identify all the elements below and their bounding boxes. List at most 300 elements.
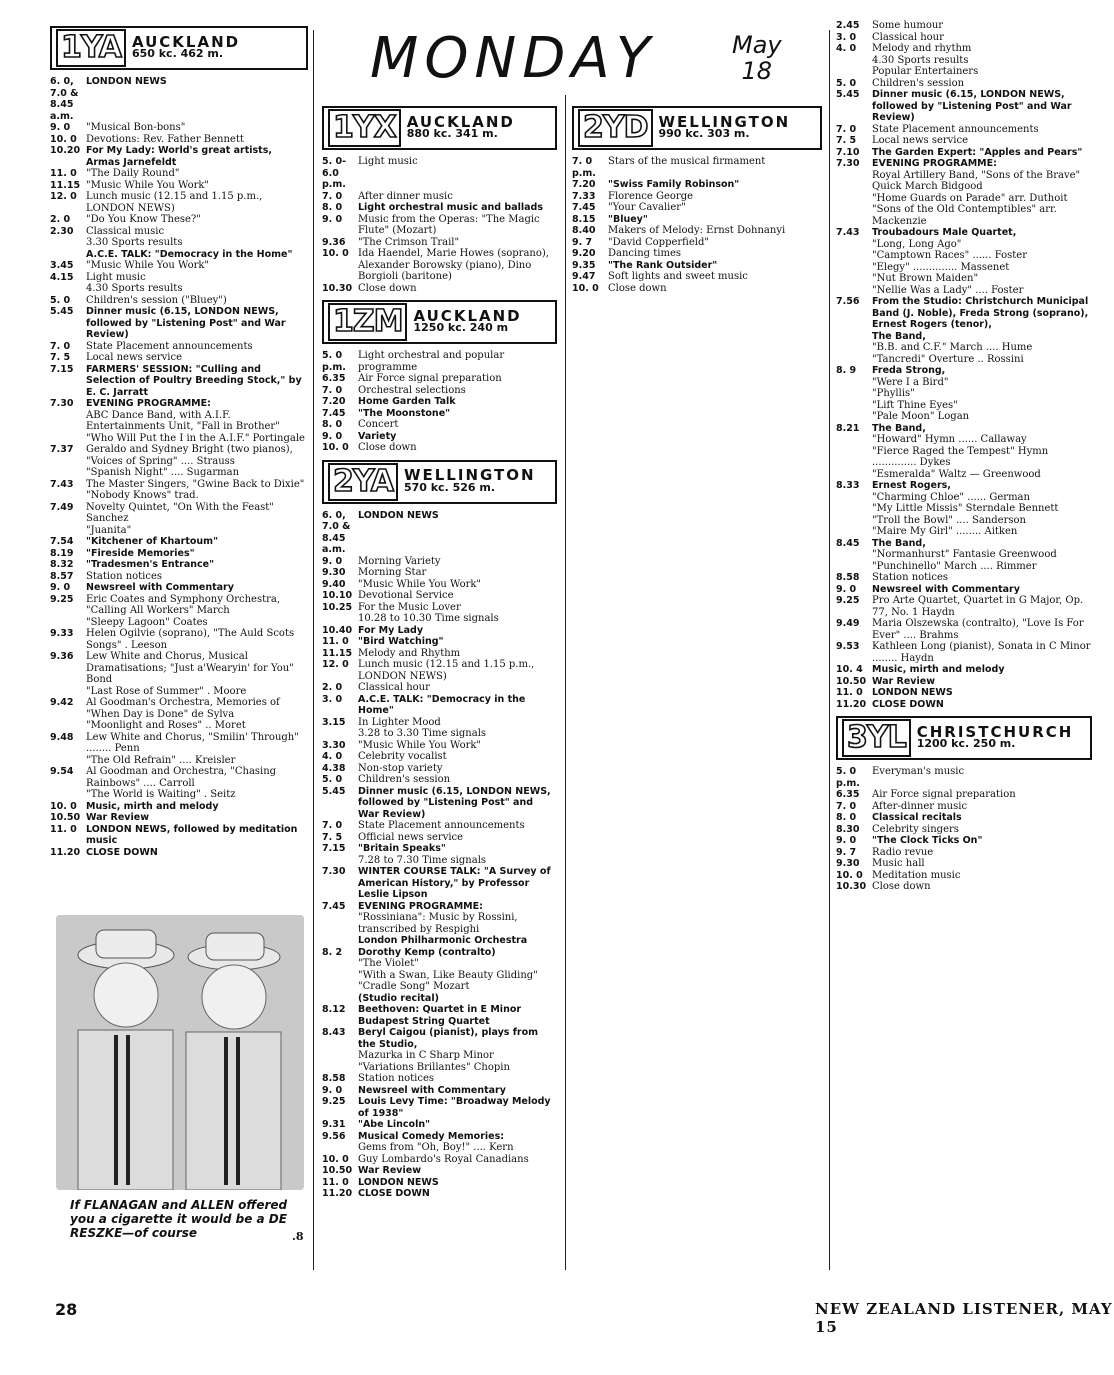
programme-entry xyxy=(836,66,1092,78)
entry-description: Lew White and Chorus, Musical Dramatisations; "Just a'Wearyin' for You" Bond xyxy=(86,651,294,685)
programme-entry xyxy=(322,202,557,214)
entry-time: 7. 0 xyxy=(322,820,343,831)
entry-time xyxy=(836,66,872,78)
entry-description: ABC Dance Band, with A.I.F. Entertainments Unit, "Fall in Brother" xyxy=(86,409,280,432)
entry-time: 9. 0 xyxy=(322,213,343,225)
entry-description: "Musical Bon-bons" xyxy=(86,122,186,133)
entry-description: Station notices xyxy=(872,572,949,583)
programme-entry xyxy=(836,296,1092,331)
programme-entry xyxy=(836,411,1092,423)
entry-description: Maria Olszewska (contralto), "Love Is For Ever" .... Brahms xyxy=(872,618,1084,641)
entry-time: 10. 4 xyxy=(836,664,863,675)
programme-entry xyxy=(572,156,822,179)
entry-description: From the Studio: Christchurch Municipal Band (J. Noble), Freda Strong (soprano), Ernest Rogers (tenor), xyxy=(872,296,1089,330)
entry-time: 8. 0 xyxy=(322,202,343,213)
entry-time xyxy=(836,446,872,469)
entry-time: 11. 0 xyxy=(322,636,349,647)
programme-entry xyxy=(322,431,557,443)
programme-entry xyxy=(50,571,308,583)
entry-description: "Do You Know These?" xyxy=(86,214,201,225)
entry-time: 5. 0 xyxy=(50,294,71,306)
entry-time xyxy=(322,912,358,935)
entry-time: 8.30 xyxy=(836,823,860,835)
entry-description: The Master Singers, "Gwine Back to Dixie" xyxy=(86,478,305,490)
station-place: AUCKLAND xyxy=(406,112,515,131)
entry-description: Light orchestral and popular programme xyxy=(358,350,505,373)
entry-time xyxy=(50,467,86,479)
entry-time: 8.32 xyxy=(50,559,74,570)
entry-time: 10.50 xyxy=(50,812,81,823)
entry-time: 5. 0 xyxy=(836,77,857,89)
entry-description: (Studio recital) xyxy=(358,992,439,1004)
programme-entry xyxy=(836,572,1092,584)
entry-time: 9. 0 xyxy=(50,582,71,593)
entry-description: "Last Rose of Summer" . Moore xyxy=(86,685,247,697)
entry-description: Ida Haendel, Marie Howes (soprano), Alexander Borowsky (piano), Dino Borgioli (baritone) xyxy=(358,248,549,282)
programme-entry xyxy=(322,682,557,694)
programme-entry xyxy=(836,239,1092,251)
programme-entry xyxy=(322,763,557,775)
entry-description: Non-stop variety xyxy=(358,762,443,774)
programme-entry xyxy=(322,1096,557,1119)
programme-entry xyxy=(322,237,557,249)
entry-time: 12. 0 xyxy=(50,191,77,202)
entry-time xyxy=(836,469,872,481)
entry-description: Newsreel with Commentary xyxy=(872,583,1020,595)
programme-entry xyxy=(50,617,308,629)
programme-entry xyxy=(836,641,1092,664)
entry-time xyxy=(322,1050,358,1062)
entry-description: Louis Levy Time: "Broadway Melody of 1938" xyxy=(358,1096,551,1119)
entry-time: 9.36 xyxy=(322,236,346,248)
programme-entry xyxy=(50,444,308,467)
programme-entry xyxy=(836,858,1092,870)
entry-description: War Review xyxy=(86,812,149,823)
entry-description: Variety xyxy=(358,430,397,442)
programme-entry xyxy=(836,20,1092,32)
programme-entry xyxy=(836,699,1092,711)
entry-description: Light music xyxy=(358,156,418,167)
entry-description: LONDON NEWS xyxy=(86,76,167,87)
entry-description: "The Clock Ticks On" xyxy=(872,835,983,846)
entry-description: Music from the Operas: "The Magic Flute" (Mozart) xyxy=(358,213,540,236)
entry-time: 7.15 xyxy=(322,843,346,854)
programme-entry xyxy=(322,350,557,373)
entry-description: Close down xyxy=(608,282,667,294)
entry-time: 2. 0 xyxy=(50,214,71,225)
programme-entry xyxy=(836,561,1092,573)
station-place: WELLINGTON xyxy=(403,466,536,484)
entry-time xyxy=(836,354,872,366)
programme-entry xyxy=(50,812,308,824)
programme-entry xyxy=(322,1050,557,1062)
programme-entry xyxy=(572,214,822,226)
entry-time: 9.30 xyxy=(322,567,346,578)
programme-entry xyxy=(322,408,557,420)
entry-description: "Nut Brown Maiden" xyxy=(872,273,979,284)
entry-description: "The World is Waiting" . Seitz xyxy=(86,789,236,800)
programme-entry xyxy=(50,76,308,122)
entry-time: 11.20 xyxy=(322,1188,353,1199)
column-4 xyxy=(836,20,1092,893)
entry-description: Air Force signal preparation xyxy=(358,373,502,384)
programme-entry xyxy=(836,676,1092,688)
entry-description: Novelty Quintet, "On With the Feast" Sanchez xyxy=(86,501,274,524)
programme-entry xyxy=(50,134,308,146)
entry-description: "Tancredi" Overture .. Rossini xyxy=(872,353,1024,365)
entry-time: 7.43 xyxy=(50,478,74,490)
entry-description: Beryl Caigou (pianist), plays from the Studio, xyxy=(358,1027,539,1050)
entry-description: Kathleen Long (pianist), Sonata in C Minor ........ Haydn xyxy=(872,641,1091,664)
entry-time xyxy=(50,525,86,537)
entry-description: The Band, xyxy=(872,330,926,342)
programme-entry xyxy=(322,373,557,385)
entry-time: 2.45 xyxy=(836,20,860,31)
programme-entry xyxy=(322,993,557,1005)
station-place: WELLINGTON xyxy=(658,112,791,131)
entry-description: "Punchinello" March .... Rimmer xyxy=(872,560,1037,572)
entry-time: 10. 0 xyxy=(50,800,77,812)
programme-entry xyxy=(322,659,557,682)
entry-time xyxy=(50,720,86,732)
entry-description: Morning Star xyxy=(358,567,427,578)
programme-entry xyxy=(836,515,1092,527)
entry-time: 7.45 xyxy=(322,407,346,419)
entry-description: Music hall xyxy=(872,858,925,869)
programme-entry xyxy=(322,625,557,637)
entry-description: "Juanita" xyxy=(86,524,132,536)
entry-time: 9.25 xyxy=(836,595,860,606)
programme-entry xyxy=(836,32,1092,44)
programme-entry xyxy=(50,697,308,720)
entry-time: 4.15 xyxy=(50,271,74,283)
programme-entry xyxy=(836,812,1092,824)
entry-description: Everyman's music xyxy=(872,766,965,777)
programme-entry xyxy=(50,720,308,732)
entry-time: 9. 0 xyxy=(50,122,71,133)
entry-description: Classical music xyxy=(86,225,165,237)
entry-description: "Troll the Bowl" .... Sanderson xyxy=(872,514,1026,526)
entry-description: Children's session xyxy=(872,77,965,89)
entry-time: 8.43 xyxy=(322,1027,346,1038)
entry-description: Celebrity vocalist xyxy=(358,751,447,762)
programme-list-3yl xyxy=(836,766,1092,893)
programme-entry xyxy=(836,158,1092,170)
programme-entry xyxy=(572,237,822,249)
entry-time xyxy=(836,515,872,527)
programme-entry xyxy=(836,55,1092,67)
programme-list-1ya xyxy=(50,76,308,858)
entry-time xyxy=(50,617,86,629)
programme-entry xyxy=(322,694,557,717)
programme-entry xyxy=(836,250,1092,262)
entry-description: Lew White and Chorus, "Smilin' Through" ........ Penn xyxy=(86,731,299,754)
entry-time: 5.45 xyxy=(50,306,74,317)
entry-description: 3.30 Sports results xyxy=(86,237,183,248)
column-rule xyxy=(565,95,566,1270)
entry-description: Guy Lombardo's Royal Canadians xyxy=(358,1153,529,1165)
entry-description: Children's session ("Bluey") xyxy=(86,294,227,306)
entry-time: 9.53 xyxy=(836,641,860,652)
entry-description: Some humour xyxy=(872,20,944,31)
entry-description: The Band, xyxy=(872,537,926,549)
entry-time: 6.35 xyxy=(836,789,860,800)
entry-description: Dinner music (6.15, LONDON NEWS, followed by "Listening Post" and War Review) xyxy=(872,89,1072,123)
entry-time: 7. 0 p.m. xyxy=(572,156,596,179)
entry-description: A.C.E. TALK: "Democracy in the Home" xyxy=(358,693,526,716)
entry-time: 8.40 xyxy=(572,225,596,236)
entry-description: Home Garden Talk xyxy=(358,396,456,407)
programme-entry xyxy=(50,559,308,571)
entry-description: "Cradle Song" Mozart xyxy=(358,981,470,992)
entry-description: LONDON NEWS xyxy=(358,509,439,521)
entry-description: "Tradesmen's Entrance" xyxy=(86,559,215,570)
entry-description: "David Copperfield" xyxy=(608,236,709,248)
programme-entry xyxy=(50,824,308,847)
entry-description: "Normanhurst" Fantasie Greenwood xyxy=(872,549,1057,560)
entry-description: "Fierce Raged the Tempest" Hymn .............. Dykes xyxy=(872,445,1049,468)
entry-time: 8.58 xyxy=(322,1073,346,1084)
entry-time: 9.42 xyxy=(50,697,74,708)
entry-description: Stars of the musical firmament xyxy=(608,156,766,167)
entry-description: "Your Cavalier" xyxy=(608,202,686,213)
programme-list-2ya xyxy=(322,510,557,1200)
entry-description: "Phyllis" xyxy=(872,388,915,399)
station-frequency: 1200 kc. 250 m. xyxy=(916,737,1016,750)
entry-description: "Music While You Work" xyxy=(358,739,482,751)
entry-description: EVENING PROGRAMME: xyxy=(872,158,997,169)
programme-entry xyxy=(50,272,308,284)
station-place: AUCKLAND xyxy=(413,306,522,325)
entry-time: 10.30 xyxy=(322,282,353,294)
programme-entry xyxy=(572,271,822,283)
entry-time: 12. 0 xyxy=(322,659,349,670)
programme-entry xyxy=(50,536,308,548)
entry-time: 2.30 xyxy=(50,225,74,237)
entry-description: Music, mirth and melody xyxy=(86,800,219,812)
entry-time xyxy=(50,237,86,249)
entry-description: Popular Entertainers xyxy=(872,66,979,77)
programme-entry xyxy=(572,191,822,203)
programme-entry xyxy=(50,582,308,594)
entry-time: 7.43 xyxy=(836,227,860,238)
entry-description: "Britain Speaks" xyxy=(358,843,446,854)
programme-entry xyxy=(322,579,557,591)
entry-description: Musical Comedy Memories: xyxy=(358,1130,505,1142)
programme-entry xyxy=(50,306,308,341)
entry-time: 11. 0 xyxy=(322,1176,349,1188)
entry-time: 7.20 xyxy=(572,179,596,190)
entry-description: In Lighter Mood xyxy=(358,716,441,728)
entry-time: 7.33 xyxy=(572,190,596,202)
entry-time: 7.30 xyxy=(322,866,346,877)
programme-entry xyxy=(836,687,1092,699)
entry-time: 9. 0 xyxy=(836,835,857,846)
programme-entry xyxy=(322,1142,557,1154)
entry-time: 10. 0 xyxy=(322,248,349,259)
programme-entry xyxy=(50,801,308,813)
programme-entry xyxy=(50,180,308,192)
programme-entry xyxy=(322,1131,557,1143)
programme-entry xyxy=(50,191,308,214)
two-men-photo-icon xyxy=(56,915,304,1190)
column-3 xyxy=(572,100,822,294)
entry-description: Air Force signal preparation xyxy=(872,789,1016,800)
programme-entry xyxy=(322,958,557,970)
programme-entry xyxy=(322,970,557,982)
entry-time xyxy=(836,561,872,573)
entry-description: Budapest String Quartet xyxy=(358,1015,490,1027)
station-header-1yx xyxy=(322,106,557,150)
programme-entry xyxy=(322,786,557,821)
entry-time: 9.54 xyxy=(50,766,74,777)
entry-time xyxy=(836,204,872,227)
entry-time xyxy=(322,958,358,970)
entry-time: 7.37 xyxy=(50,444,74,455)
entry-description: "Abe Lincoln" xyxy=(358,1119,431,1130)
entry-description: Melody and rhythm xyxy=(872,43,972,54)
entry-description: FARMERS' SESSION: "Culling and Selection of Poultry Breeding Stock," by E. C. Jarratt xyxy=(86,363,302,398)
entry-description: "Pale Moon" Logan xyxy=(872,411,970,422)
programme-entry xyxy=(836,135,1092,147)
programme-entry xyxy=(322,1188,557,1200)
entry-time: 7.54 xyxy=(50,536,74,547)
entry-description: For My Lady: World's great artists, Armas Jarnefeldt xyxy=(86,145,272,168)
programme-entry xyxy=(322,820,557,832)
programme-entry xyxy=(322,1062,557,1074)
entry-description: Celebrity singers xyxy=(872,823,959,835)
entry-description: "With a Swan, Like Beauty Gliding" xyxy=(358,969,538,981)
programme-entry xyxy=(322,419,557,431)
advertisement-photo xyxy=(56,915,304,1190)
entry-description: Dorothy Kemp (contralto) xyxy=(358,946,496,958)
entry-description: "Camptown Races" ...... Foster xyxy=(872,250,1027,261)
entry-time: 10.50 xyxy=(322,1165,353,1176)
programme-entry xyxy=(50,398,308,410)
entry-time: 7. 0 xyxy=(322,384,343,396)
station-header-1ya xyxy=(50,26,308,70)
entry-description: "Music While You Work" xyxy=(86,179,210,191)
entry-time xyxy=(836,170,872,193)
entry-description: "Maire My Girl" ........ Aitken xyxy=(872,526,1018,537)
entry-time xyxy=(836,377,872,389)
programme-entry xyxy=(836,503,1092,515)
entry-time xyxy=(836,273,872,285)
entry-time: 8.12 xyxy=(322,1004,346,1015)
station-call-sign: 1ZM xyxy=(328,303,407,341)
entry-description: Soft lights and sweet music xyxy=(608,271,748,282)
entry-time: 9. 7 xyxy=(836,846,857,858)
entry-time: 7. 0 xyxy=(322,190,343,202)
entry-description: Lunch music (12.15 and 1.15 p.m., LONDON NEWS) xyxy=(358,659,535,682)
entry-time: 9.31 xyxy=(322,1119,346,1130)
entry-description: "The Rank Outsider" xyxy=(608,259,718,271)
entry-description: EVENING PROGRAMME: xyxy=(358,900,483,912)
entry-time xyxy=(322,728,358,740)
programme-entry xyxy=(50,789,308,801)
programme-entry xyxy=(836,204,1092,227)
entry-time: 11.20 xyxy=(836,698,867,710)
entry-description: CLOSE DOWN xyxy=(358,1188,430,1199)
programme-entry xyxy=(836,618,1092,641)
entry-time: 6. 0, 7.0 & 8.45 a.m. xyxy=(322,509,351,555)
entry-description: A.C.E. TALK: "Democracy in the Home" xyxy=(86,248,293,260)
programme-entry xyxy=(836,78,1092,90)
entry-description: After-dinner music xyxy=(872,800,968,812)
entry-time: 9. 0 xyxy=(322,1084,343,1096)
entry-time: 10.10 xyxy=(322,590,353,601)
entry-description: Freda Strong, xyxy=(872,365,946,376)
programme-entry xyxy=(50,249,308,261)
programme-entry xyxy=(322,728,557,740)
programme-entry xyxy=(322,1154,557,1166)
entry-time: 3. 0 xyxy=(322,693,343,705)
station-header-2ya xyxy=(322,460,557,504)
programme-entry xyxy=(836,285,1092,297)
entry-description: "Were I a Bird" xyxy=(872,376,949,388)
programme-entry xyxy=(836,147,1092,159)
programme-entry xyxy=(322,510,557,556)
programme-entry xyxy=(50,686,308,698)
entry-time xyxy=(322,981,358,993)
entry-description: State Placement announcements xyxy=(358,820,525,831)
entry-time xyxy=(836,262,872,274)
entry-description: "Sons of the Old Contemptibles" arr. Mackenzie xyxy=(872,204,1057,227)
entry-time: 8. 0 xyxy=(836,812,857,823)
entry-description: "Nellie Was a Lady" .... Foster xyxy=(872,284,1024,296)
entry-time: 7. 5 xyxy=(50,352,71,363)
entry-description: "Who Will Put the I in the A.I.F." Portingale xyxy=(86,432,305,444)
programme-entry xyxy=(50,237,308,249)
programme-entry xyxy=(836,492,1092,504)
station-frequency: 880 kc. 341 m. xyxy=(406,127,498,140)
programme-entry xyxy=(50,214,308,226)
entry-time: 9.30 xyxy=(836,858,860,869)
entry-description: "Kitchener of Khartoum" xyxy=(86,536,219,547)
station-frequency: 990 kc. 303 m. xyxy=(658,127,750,140)
entry-description: The Band, xyxy=(872,422,926,434)
entry-description: Melody and Rhythm xyxy=(358,647,461,659)
entry-description: Orchestral selections xyxy=(358,384,466,396)
entry-time xyxy=(50,433,86,445)
programme-entry xyxy=(572,248,822,260)
programme-entry xyxy=(572,225,822,237)
programme-entry xyxy=(50,490,308,502)
programme-entry xyxy=(836,365,1092,377)
entry-description: "Variations Brillantes" Chopin xyxy=(358,1061,510,1073)
entry-description: Helen Ogilvie (soprano), "The Auld Scots Songs" . Leeson xyxy=(86,628,295,651)
entry-description: London Philharmonic Orchestra xyxy=(358,935,528,946)
programme-entry xyxy=(322,556,557,568)
entry-time: 4. 0 xyxy=(322,751,343,762)
entry-description: "Music While You Work" xyxy=(86,260,210,271)
entry-time: 9. 0 xyxy=(836,583,857,595)
entry-time xyxy=(322,1142,358,1154)
programme-entry xyxy=(322,385,557,397)
programme-list-1yx xyxy=(322,156,557,294)
entry-time xyxy=(50,249,86,261)
entry-description: "Moonlight and Roses" .. Moret xyxy=(86,720,246,731)
programme-entry xyxy=(50,847,308,859)
entry-description: Dinner music (6.15, LONDON NEWS, followed by "Listening Post" and War Review) xyxy=(86,306,286,340)
column-rule xyxy=(313,30,314,1270)
entry-description: Makers of Melody: Ernst Dohnanyi xyxy=(608,225,786,236)
programme-list-2yd xyxy=(572,156,822,294)
entry-description: For the Music Lover xyxy=(358,601,461,613)
entry-description: State Placement announcements xyxy=(872,123,1039,135)
entry-time: 10.30 xyxy=(836,881,867,892)
programme-entry xyxy=(50,525,308,537)
